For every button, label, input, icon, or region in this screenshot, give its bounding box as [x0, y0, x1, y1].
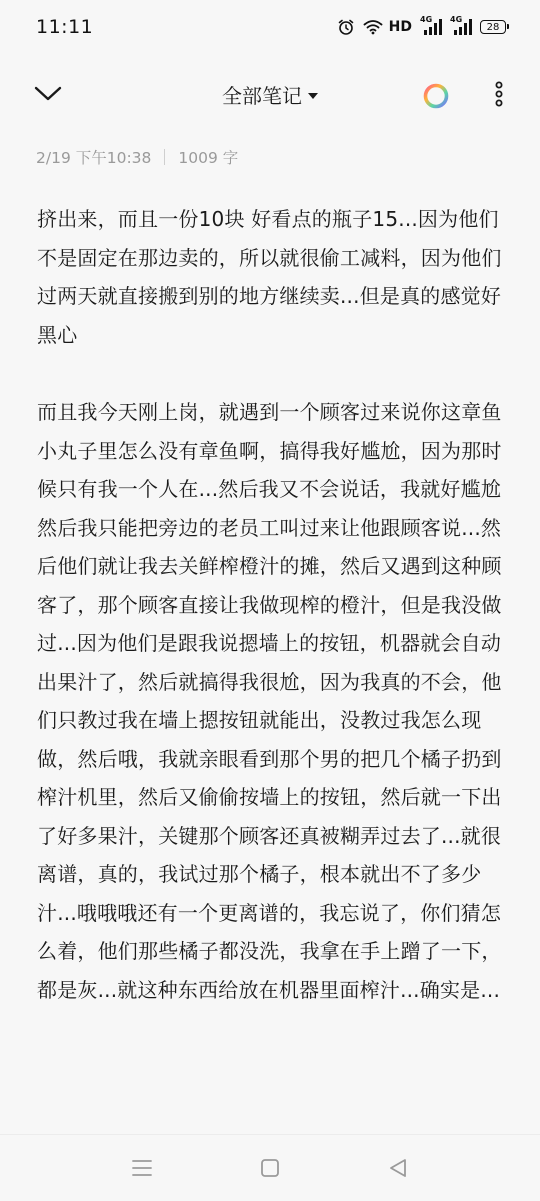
color-picker-button[interactable] [422, 82, 450, 110]
toolbar [0, 64, 540, 126]
note-date: 2/19 下午10:38 [36, 149, 152, 167]
menu-icon [132, 1159, 152, 1181]
hd-label: HD [388, 19, 412, 35]
alarm-icon [337, 18, 355, 36]
signal-icon [420, 15, 442, 36]
divider [164, 149, 165, 165]
signal-icon [450, 15, 472, 36]
battery-icon: 28 [480, 20, 506, 34]
status-time: 11:11 [36, 16, 94, 38]
note-paragraph[interactable]: 而且我今天刚上岗，就遇到一个顾客过来说你这章鱼小丸子里怎么没有章鱼啊，搞得我好尴尬，因为那时候只有我一个人在...然后我又不会说话，我就好尴尬 然后我只能把旁边的老员工叫过来让他跟顾客说...然后他们就让我去关鲜榨橙汁的摊，然后又遇到这种顾客了，那个顾客直接让我做现榨的橙汁，但是我没做过...因为他们是跟我说摁墙上的按钮，机器就会自动出果汁了，然后就搞得我很尬，因为我真的不会，他们只教过我在墙上摁按钮就能出，没教过我怎么现做，然后哦，我就亲眼看到那个男的把几个橘子扔到榨汁机里，然后又偷偷按墙上的按钮，然后就一下出了好多果汁，关键那个顾客还真被糊弄过去了...就很离谱，真的，我试过那个橘子，根本就出不了多少汁...哦哦哦还有一个更离谱的，我忘说了，你们猜怎么着，他们那些橘子都没洗，我拿在手上蹭了一下，都是灰...就这种东西给放在机器里面榨汁...确实是... [37, 400, 502, 1002]
word-count: 1009 字 [178, 149, 239, 167]
home-button[interactable] [259, 1159, 281, 1181]
more-options-button[interactable] [488, 80, 510, 112]
signal-label: 4G [450, 15, 463, 24]
note-body[interactable] [37, 200, 507, 1009]
wifi-icon [363, 19, 383, 35]
navigation-bar [0, 1134, 540, 1201]
back-icon [388, 1158, 408, 1182]
color-ring-icon [422, 95, 450, 114]
more-vertical-icon [495, 81, 503, 111]
signal-label: 4G [420, 15, 433, 24]
home-icon [260, 1158, 280, 1182]
page-title: 全部笔记 [222, 84, 302, 108]
back-button[interactable] [387, 1159, 409, 1181]
note-meta [36, 146, 238, 168]
recents-button[interactable] [131, 1159, 153, 1181]
status-icons [337, 15, 506, 36]
folder-selector[interactable] [0, 80, 540, 109]
note-paragraph[interactable]: 挤出来，而且一份10块 好看点的瓶子15...因为他们不是固定在那边卖的，所以就很偷工减料，因为他们过两天就直接搬到别的地方继续卖...但是真的感觉好黑心 [37, 207, 502, 347]
status-bar [0, 0, 540, 54]
caret-down-icon [308, 93, 318, 99]
